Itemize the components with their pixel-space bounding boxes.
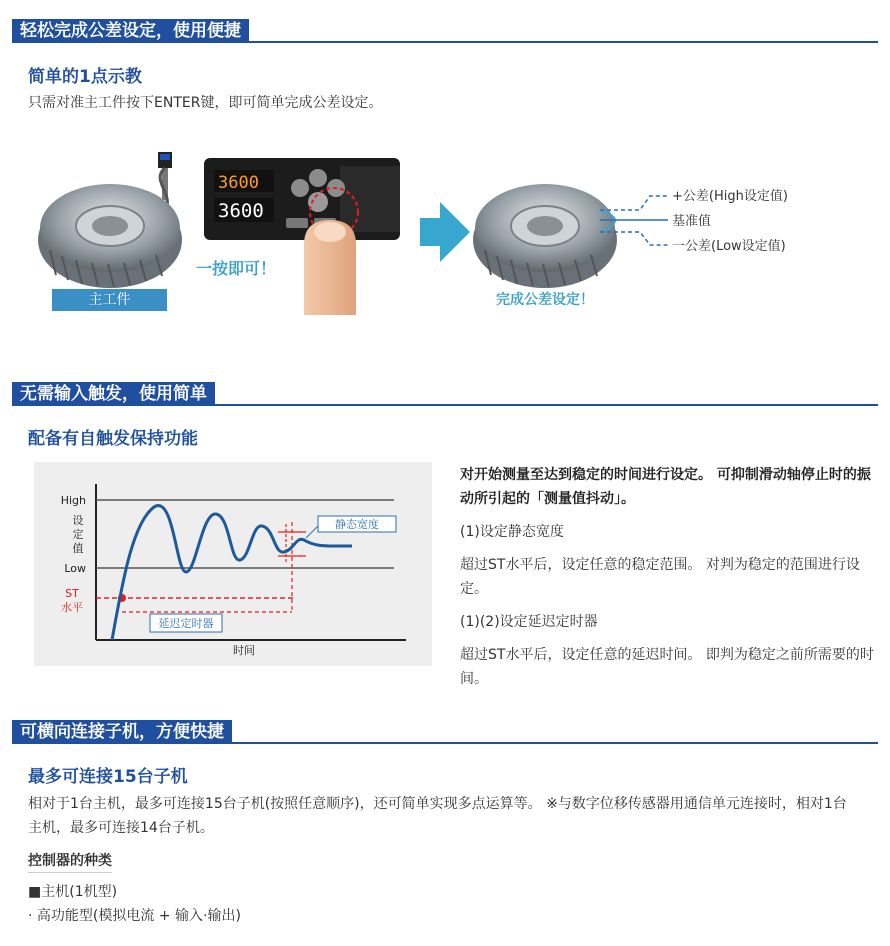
item2-desc: 超过ST水平后，设定任意的延迟时间。 即判为稳定之前所需要的时间。	[460, 647, 874, 687]
section-header-tolerance	[12, 19, 878, 43]
tolerance-set-gear-icon	[473, 184, 617, 288]
press-once-text: 一按即可！	[196, 259, 277, 278]
legend-low-label: 一公差(Low设定值)	[672, 239, 786, 254]
tolerance-done-text: 完成公差设定！	[496, 292, 594, 308]
finger-icon	[304, 220, 356, 315]
section-title: 最多可连接15台子机	[28, 767, 188, 787]
section-tag: 无需输入触发，使用简单	[12, 382, 215, 406]
display-bottom-digits: 3600	[218, 200, 264, 222]
main-unit-item: ■主机(1机型)	[28, 884, 118, 900]
display-top-digits: 3600	[218, 173, 259, 193]
section-header-expansion	[12, 720, 878, 744]
item1-desc: 超过ST水平后，设定任意的稳定范围。 对判为稳定的范围进行设定。	[460, 557, 860, 597]
master-workpiece-label: 主工件	[52, 289, 167, 311]
section-tag: 可横向连接子机，方便快捷	[12, 720, 232, 744]
x-axis-label: 时间	[233, 644, 255, 657]
legend-high-label: +公差(High设定值)	[672, 189, 788, 204]
section-title: 简单的1点示教	[28, 67, 142, 87]
y-st-label-2: 水平	[61, 601, 83, 614]
controller-types-heading: 控制器的种类	[28, 850, 112, 873]
arrow-right-icon	[420, 202, 470, 262]
self-trigger-description	[460, 463, 880, 700]
section-description: 只需对准主工件按下ENTER键，即可简单完成公差设定。	[28, 95, 383, 111]
y-setpoint-label-2: 定	[72, 528, 84, 541]
high-function-item: · 高功能型(模拟电流 + 输入·输出)	[28, 908, 241, 924]
item2-title: (1)(2)设定延迟定时器	[460, 614, 598, 630]
item1-title: (1)设定静态宽度	[460, 524, 564, 540]
y-low-label: Low	[64, 562, 86, 575]
y-st-label-1: ST	[65, 587, 79, 600]
legend-base-label: 基准值	[672, 214, 712, 229]
static-width-label: 静态宽度	[335, 518, 379, 531]
section-title: 配备有自触发保持功能	[28, 429, 198, 449]
self-trigger-hold-chart	[34, 462, 432, 666]
description-lead: 对开始测量至达到稳定的时间进行设定。 可抑制滑动轴停止时的振动所引起的「测量值抖动」。	[460, 467, 871, 507]
controller-device-icon	[204, 158, 400, 240]
y-high-label: High	[60, 494, 86, 507]
y-setpoint-label-1: 设	[72, 514, 84, 527]
section-description: 相对于1台主机，最多可连接15台子机(按照任意顺序)，还可简单实现多点运算等。 ※与数字位移传感器用通信单元连接时，相对1台主机，最多可连接14台子机。	[28, 796, 847, 836]
section-tag: 轻松完成公差设定，使用便捷	[12, 19, 249, 43]
section-header-self-trigger	[12, 382, 878, 406]
delay-timer-label: 延迟定时器	[158, 617, 214, 630]
master-workpiece-gear-icon	[38, 184, 182, 288]
y-setpoint-label-3: 值	[72, 542, 84, 555]
